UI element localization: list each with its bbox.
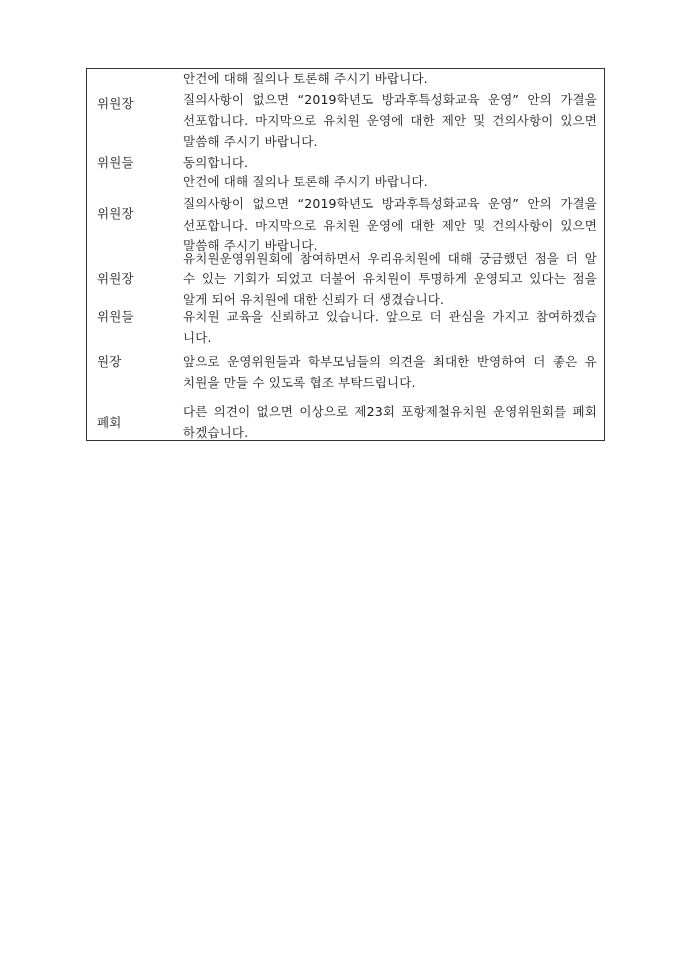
statement-line: 말씀해 주시기 바랍니다.: [183, 238, 318, 253]
speaker-label: 원장: [97, 354, 122, 369]
speaker-label: 위원들: [97, 155, 134, 170]
minutes-table: [86, 68, 605, 441]
statement-line: 수 있는 기회가 되었고 더불어 유치원이 투명하게 운영되고 있다는 점을: [183, 271, 597, 286]
statement-line: 유치원 교육을 신뢰하고 있습니다. 앞으로 더 관심을 가지고 참여하겠습: [183, 309, 597, 324]
statement-line: 말씀해 주시기 바랍니다.: [183, 134, 318, 149]
statement-line: 다른 의견이 없으면 이상으로 제23회 포항제철유치원 운영위원회를 폐회: [183, 404, 597, 419]
statement-line: 질의사항이 없으면 “2019학년도 방과후특성화교육 운영” 안의 가결을: [183, 196, 597, 211]
statement-line: 동의합니다.: [183, 155, 249, 170]
statement-line: 선포합니다. 마지막으로 유치원 운영에 대한 제안 및 건의사항이 있으면: [183, 218, 597, 233]
statement-line: 니다.: [183, 330, 212, 345]
speaker-label: 위원장: [97, 271, 134, 286]
speaker-label: 위원장: [97, 96, 134, 111]
statement-line: 유치원운영위원회에 참여하면서 우리유치원에 대해 궁금했던 점을 더 알: [183, 251, 597, 266]
statement-line: 앞으로 운영위원들과 학부모님들의 의견을 최대한 반영하여 더 좋은 유: [183, 354, 597, 369]
statement-line: 하겠습니다.: [183, 425, 249, 440]
speaker-label: 위원장: [97, 206, 134, 221]
statement-line: 알게 되어 유치원에 대한 신뢰가 더 생겼습니다.: [183, 292, 445, 307]
statement-line: 치원을 만들 수 있도록 협조 부탁드립니다.: [183, 375, 416, 390]
statement-line: 안건에 대해 질의나 토론해 주시기 바랍니다.: [183, 71, 428, 86]
statement-line: 안건에 대해 질의나 토론해 주시기 바랍니다.: [183, 174, 428, 189]
speaker-label: 폐회: [97, 415, 122, 430]
speaker-label: 위원들: [97, 309, 134, 324]
statement-line: 선포합니다. 마지막으로 유치원 운영에 대한 제안 및 건의사항이 있으면: [183, 113, 597, 128]
statement-line: 질의사항이 없으면 “2019학년도 방과후특성화교육 운영” 안의 가결을: [183, 92, 597, 107]
